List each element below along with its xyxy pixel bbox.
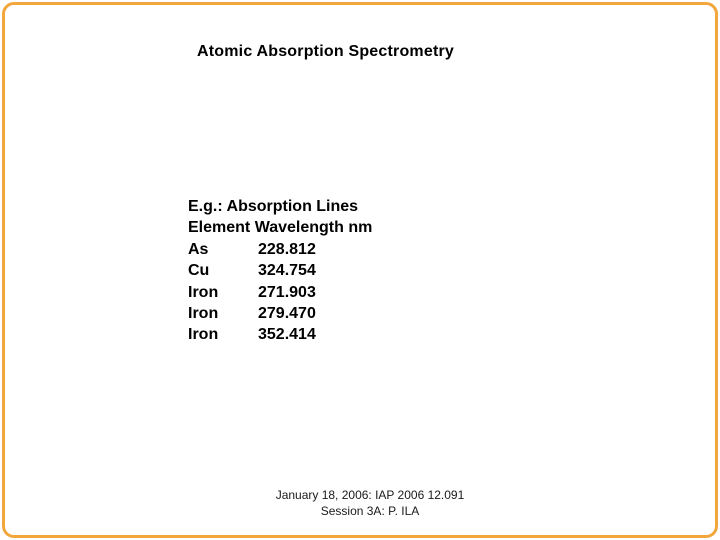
table-row — [188, 260, 372, 281]
absorption-lines-block — [188, 196, 372, 346]
body-intro-line: E.g.: Absorption Lines — [188, 198, 359, 215]
wavelength-cell: 228.812 — [258, 240, 316, 258]
element-cell: Iron — [188, 283, 219, 301]
slide-footer — [250, 487, 490, 519]
table-row — [188, 324, 372, 345]
table-row — [188, 239, 372, 260]
element-cell: Cu — [188, 262, 210, 280]
table-row — [188, 282, 372, 303]
element-cell: As — [188, 240, 209, 258]
table-header-line: Element Wavelength nm — [188, 219, 373, 237]
wavelength-cell: 352.414 — [258, 326, 316, 344]
wavelength-cell: 279.470 — [258, 305, 316, 323]
table-row — [188, 303, 372, 324]
slide-title: Atomic Absorption Spectrometry — [197, 43, 454, 60]
wavelength-cell: 324.754 — [258, 262, 316, 280]
footer-session-line: Session 3A: P. ILA — [320, 504, 420, 518]
element-cell: Iron — [188, 305, 219, 323]
wavelength-cell: 271.903 — [258, 283, 316, 301]
footer-date-line: January 18, 2006: IAP 2006 12.091 — [275, 488, 465, 502]
element-cell: Iron — [188, 326, 219, 344]
